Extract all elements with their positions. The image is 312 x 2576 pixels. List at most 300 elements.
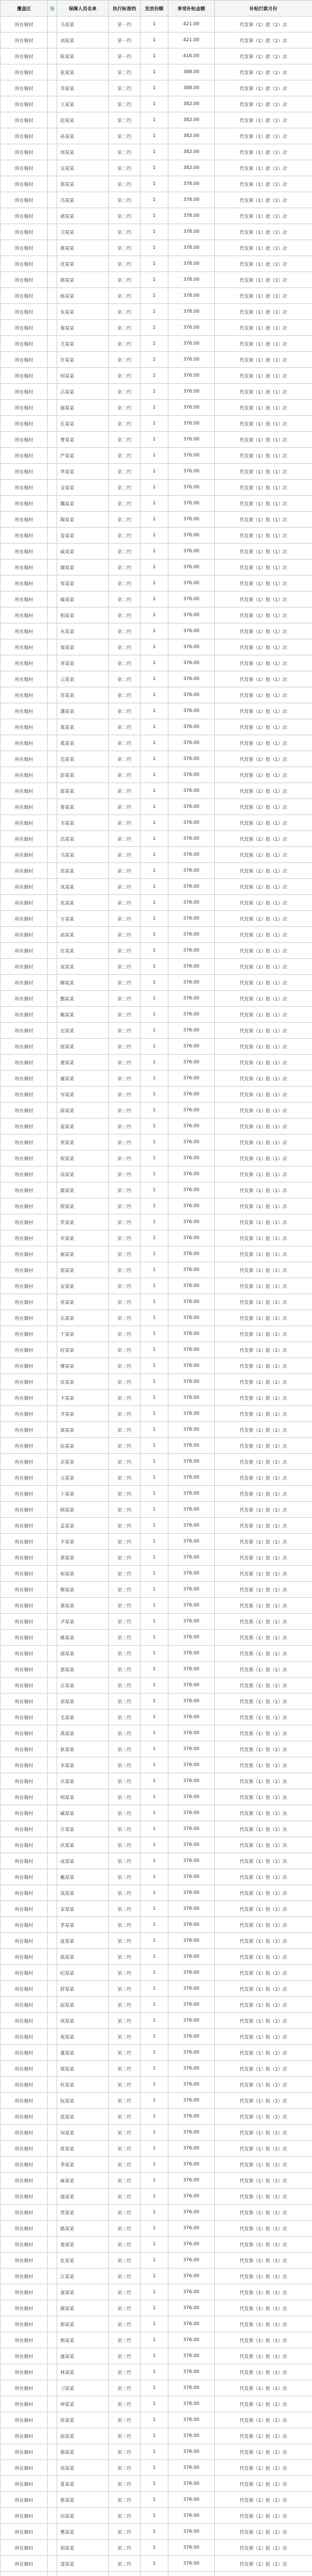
cell-pay-month: 代发第（1）批（1）次 [215,2157,312,2173]
table-row [1,2125,312,2141]
table-row [1,847,312,863]
cell-pay-month: 代发第（1）批（1）次 [215,1486,312,1502]
cell-share: 1 [141,735,168,751]
cell-tier: 第一档 [109,16,141,32]
table-row [1,496,312,512]
cell-region: 所在镇村 [1,639,48,655]
cell-share: 1 [141,368,168,384]
cell-pay-month: 代发第（1）批（1）次 [215,336,312,352]
cell-region: 所在镇村 [1,607,48,623]
cell-tier: 第二档 [109,2300,141,2316]
cell-amount: 376.00 [168,847,215,863]
cell-amount: 376.00 [168,1007,215,1023]
table-row [1,2572,312,2576]
cell-tier: 第二档 [109,2284,141,2300]
cell-region: 所在镇村 [1,416,48,432]
cell-tier: 第二档 [109,1773,141,1789]
cell-flag [48,1837,57,1853]
cell-pay-month: 代发第（1）批（1）次 [215,320,312,336]
cell-share: 1 [141,2221,168,2236]
cell-pay-month: 代发第（1）批（1）次 [215,1470,312,1486]
cell-flag [48,544,57,560]
cell-name: 麻某某 [57,2173,109,2189]
cell-flag [48,1438,57,1454]
cell-share: 1 [141,1150,168,1166]
cell-amount: 421.00 [168,32,215,48]
cell-share: 1 [141,1709,168,1725]
cell-pay-month: 代发第（1）批（1）次 [215,464,312,480]
cell-share: 1 [141,2524,168,2540]
cell-share: 1 [141,623,168,639]
cell-amount: 376.00 [168,1134,215,1150]
cell-amount: 376.00 [168,959,215,975]
cell-region: 所在镇村 [1,735,48,751]
cell-region: 所在镇村 [1,2556,48,2572]
cell-flag [48,1374,57,1390]
cell-amount: 376.00 [168,1662,215,1677]
cell-pay-month: 代发第（1）批（1）次 [215,2236,312,2252]
cell-pay-month: 代发第（1）批（1）次 [215,2524,312,2540]
cell-amount: 376.00 [168,560,215,575]
cell-share: 1 [141,1789,168,1805]
cell-name: 周某某 [57,144,109,160]
cell-flag [48,879,57,895]
cell-share: 1 [141,1422,168,1438]
cell-region: 所在镇村 [1,560,48,575]
cell-name: 娄某某 [57,2236,109,2252]
cell-amount: 376.00 [168,2364,215,2380]
cell-flag [48,1230,57,1246]
cell-name: 昌某某 [57,831,109,847]
cell-tier: 第二档 [109,112,141,128]
table-row [1,2428,312,2444]
cell-name: 乐某某 [57,1310,109,1326]
cell-tier: 第二档 [109,1997,141,2013]
cell-tier: 第二档 [109,703,141,719]
cell-name: 梁某某 [57,2061,109,2077]
table-row [1,991,312,1007]
cell-flag [48,2236,57,2252]
cell-pay-month: 代发第（1）批（1）次 [215,1949,312,1965]
cell-pay-month: 代发第（1）批（1）次 [215,160,312,176]
table-row [1,48,312,64]
cell-share: 1 [141,1342,168,1358]
cell-region: 所在镇村 [1,1757,48,1773]
cell-tier: 第二档 [109,1214,141,1230]
cell-share: 1 [141,144,168,160]
cell-name: 苗某某 [57,863,109,879]
cell-region: 所在镇村 [1,272,48,288]
cell-name: 祁某某 [57,1693,109,1709]
cell-region: 所在镇村 [1,767,48,783]
table-row [1,687,312,703]
cell-region: 所在镇村 [1,2476,48,2492]
cell-flag [48,48,57,64]
cell-share: 1 [141,32,168,48]
cell-flag [48,1917,57,1933]
table-row [1,384,312,400]
cell-name: 俞某某 [57,927,109,943]
cell-name: 闵某某 [57,2125,109,2141]
cell-share: 1 [141,1773,168,1789]
cell-amount: 382.00 [168,128,215,144]
cell-name: 尤某某 [57,336,109,352]
cell-pay-month: 代发第（1）批（1）次 [215,1741,312,1757]
cell-region: 所在镇村 [1,1198,48,1214]
cell-name: 夏某某 [57,2476,109,2492]
cell-amount: 388.00 [168,64,215,80]
cell-amount: 376.00 [168,815,215,831]
cell-region: 所在镇村 [1,943,48,959]
table-row [1,783,312,799]
table-row [1,575,312,591]
cell-tier: 第二档 [109,863,141,879]
cell-region: 所在镇村 [1,80,48,96]
cell-region: 所在镇村 [1,176,48,192]
table-row [1,655,312,671]
cell-amount: 376.00 [168,1055,215,1071]
cell-region: 所在镇村 [1,1118,48,1134]
cell-flag [48,943,57,959]
cell-tier: 第二档 [109,943,141,959]
cell-name: 华某某 [57,464,109,480]
cell-tier: 第二档 [109,2061,141,2077]
cell-flag [48,2300,57,2316]
cell-flag [48,1502,57,1518]
cell-flag [48,2189,57,2205]
cell-share: 1 [141,352,168,368]
cell-amount: 376.00 [168,1677,215,1693]
cell-amount: 378.00 [168,272,215,288]
cell-flag [48,160,57,176]
cell-share: 1 [141,1071,168,1087]
cell-share: 1 [141,751,168,767]
cell-pay-month: 代发第（1）批（1）次 [215,112,312,128]
cell-flag [48,911,57,927]
cell-flag [48,192,57,208]
table-row [1,1502,312,1518]
table-row [1,1166,312,1182]
cell-amount: 376.00 [168,1071,215,1087]
cell-tier: 第二档 [109,2157,141,2173]
cell-tier: 第二档 [109,1438,141,1454]
cell-tier: 第二档 [109,64,141,80]
cell-tier: 第二档 [109,591,141,607]
cell-tier: 第二档 [109,1087,141,1103]
cell-flag [48,2476,57,2492]
cell-tier: 第二档 [109,1230,141,1246]
cell-name: 潘某某 [57,703,109,719]
cell-pay-month: 代发第（1）批（1）次 [215,2332,312,2348]
cell-share: 1 [141,1885,168,1901]
cell-amount: 376.00 [168,1598,215,1614]
cell-pay-month: 代发第（1）批（1）次 [215,1853,312,1869]
cell-amount: 376.00 [168,512,215,528]
cell-flag [48,783,57,799]
cell-amount: 376.00 [168,2189,215,2205]
cell-share: 1 [141,2125,168,2141]
table-row [1,959,312,975]
cell-amount [168,2572,215,2576]
table-row [1,352,312,368]
cell-region: 所在镇村 [1,1901,48,1917]
cell-name: 沈某某 [57,256,109,272]
cell-pay-month: 代发第（1）批（1）次 [215,575,312,591]
cell-name: 骆某某 [57,2444,109,2460]
cell-share: 1 [141,2556,168,2572]
cell-region: 所在镇村 [1,1087,48,1103]
cell-amount: 376.00 [168,895,215,911]
cell-name: 韦某某 [57,815,109,831]
cell-tier: 第二档 [109,1150,141,1166]
cell-tier: 第二档 [109,2348,141,2364]
cell-name: 史某某 [57,1023,109,1039]
table-row [1,1805,312,1821]
cell-region: 所在镇村 [1,847,48,863]
table-row [1,240,312,256]
cell-region: 所在镇村 [1,2348,48,2364]
cell-tier: 第二档 [109,1118,141,1134]
cell-flag [48,2093,57,2109]
cell-region: 所在镇村 [1,831,48,847]
cell-amount: 376.00 [168,911,215,927]
cell-region: 所在镇村 [1,1885,48,1901]
cell-pay-month: 代发第（1）批（1）次 [215,2029,312,2045]
cell-tier: 第二档 [109,1518,141,1534]
cell-tier: 第二档 [109,2205,141,2221]
cell-amount: 376.00 [168,2540,215,2556]
cell-region: 所在镇村 [1,2029,48,2045]
cell-tier: 第二档 [109,208,141,224]
cell-region: 所在镇村 [1,1502,48,1518]
cell-amount: 376.00 [168,2029,215,2045]
cell-flag [48,2556,57,2572]
cell-amount: 376.00 [168,1486,215,1502]
cell-flag [48,80,57,96]
cell-share: 1 [141,2492,168,2508]
cell-name: 薛某某 [57,1103,109,1118]
cell-name: 章某某 [57,655,109,671]
cell-flag [48,2157,57,2173]
cell-region: 所在镇村 [1,1007,48,1023]
cell-share: 1 [141,2460,168,2476]
cell-pay-month: 代发第（1）批（1）次 [215,2045,312,2061]
cell-name: 成某某 [57,1853,109,1869]
cell-region: 所在镇村 [1,975,48,991]
table-row [1,815,312,831]
cell-tier: 第二档 [109,1550,141,1566]
cell-pay-month: 代发第（1）批（1）次 [215,1933,312,1949]
cell-region: 所在镇村 [1,1518,48,1534]
cell-pay-month: 代发第（1）批（1）次 [215,1230,312,1246]
table-row [1,1566,312,1582]
table-row [1,1246,312,1262]
cell-region: 所在镇村 [1,1693,48,1709]
cell-pay-month: 代发第（1）批（1）次 [215,144,312,160]
cell-pay-month: 代发第（1）批（1）次 [215,1646,312,1662]
cell-name: 谢某某 [57,560,109,575]
cell-region: 所在镇村 [1,448,48,464]
cell-region: 所在镇村 [1,1071,48,1087]
cell-name: 萧某某 [57,1598,109,1614]
table-row [1,1709,312,1725]
cell-region: 所在镇村 [1,1582,48,1598]
cell-pay-month: 代发第（1）批（1）次 [215,1582,312,1598]
cell-pay-month: 代发第（1）批（1）次 [215,1757,312,1773]
cell-name: 李某某 [57,80,109,96]
cell-amount: 376.00 [168,1150,215,1166]
cell-flag [48,1023,57,1039]
cell-region: 所在镇村 [1,1326,48,1342]
cell-amount: 376.00 [168,1087,215,1103]
table-row [1,64,312,80]
cell-region: 所在镇村 [1,192,48,208]
cell-amount: 378.00 [168,192,215,208]
cell-tier: 第二档 [109,751,141,767]
cell-flag [48,448,57,464]
cell-tier: 第二档 [109,496,141,512]
cell-share: 1 [141,128,168,144]
cell-share: 1 [141,432,168,448]
cell-pay-month: 代发第（1）批（1）次 [215,1885,312,1901]
cell-share: 1 [141,1582,168,1598]
cell-share: 1 [141,1518,168,1534]
cell-amount: 376.00 [168,320,215,336]
table-row [1,1198,312,1214]
table-row [1,2444,312,2460]
cell-flag [48,496,57,512]
cell-region: 所在镇村 [1,2205,48,2221]
table-row [1,671,312,687]
cell-share: 1 [141,1198,168,1214]
cell-pay-month: 代发第（1）批（1）次 [215,879,312,895]
cell-flag [48,1614,57,1630]
cell-flag [48,623,57,639]
cell-name: 余某某 [57,1454,109,1470]
cell-pay-month: 代发第（1）批（1）次 [215,1917,312,1933]
cell-tier: 第二档 [109,1166,141,1182]
cell-region: 所在镇村 [1,1662,48,1677]
cell-region: 所在镇村 [1,1214,48,1230]
cell-tier: 第二档 [109,336,141,352]
col-flag: 分 [48,1,57,16]
cell-pay-month: 代发第（1）批（1）次 [215,687,312,703]
cell-name: 米某某 [57,1757,109,1773]
cell-region: 所在镇村 [1,863,48,879]
cell-pay-month: 代发第（1）批（1）次 [215,2268,312,2284]
cell-pay-month: 代发第（1）批（1）次 [215,2412,312,2428]
cell-flag [48,1150,57,1166]
cell-tier: 第二档 [109,2141,141,2157]
cell-flag [48,1630,57,1646]
cell-region: 所在镇村 [1,2460,48,2476]
cell-share: 1 [141,240,168,256]
table-row [1,1789,312,1805]
cell-amount: 376.00 [168,1103,215,1118]
cell-name: 宋某某 [57,1901,109,1917]
cell-amount: 376.00 [168,1502,215,1518]
cell-name: 江某某 [57,2268,109,2284]
cell-flag [48,847,57,863]
cell-share: 1 [141,1566,168,1582]
cell-tier: 第二档 [109,1805,141,1821]
cell-name: 韩某某 [57,272,109,288]
cell-name: 郝某某 [57,1246,109,1262]
cell-amount: 378.00 [168,240,215,256]
cell-tier: 第二档 [109,815,141,831]
cell-flag [48,1406,57,1422]
table-row [1,1214,312,1230]
cell-pay-month: 代发第（1）批（1）次 [215,1981,312,1997]
table-row [1,767,312,783]
table-row [1,2173,312,2189]
cell-pay-month: 代发第（1）批（1）次 [215,2428,312,2444]
cell-pay-month: 代发第（1）批（1）次 [215,32,312,48]
cell-flag [48,2141,57,2157]
cell-name: 云某某 [57,671,109,687]
cell-share: 1 [141,767,168,783]
cell-amount: 376.00 [168,783,215,799]
cell-name: 颜某某 [57,2300,109,2316]
cell-share: 1 [141,2428,168,2444]
cell-pay-month: 代发第（1）批（1）次 [215,208,312,224]
table-row [1,1118,312,1134]
cell-flag [48,1326,57,1342]
cell-region: 所在镇村 [1,1262,48,1278]
table-row [1,2045,312,2061]
cell-pay-month: 代发第（1）批（1）次 [215,2508,312,2524]
header-row [1,1,312,16]
cell-flag [48,1358,57,1374]
cell-tier: 第二档 [109,528,141,544]
cell-share: 1 [141,1039,168,1055]
table-row [1,1837,312,1853]
cell-region: 所在镇村 [1,2189,48,2205]
table-row [1,1582,312,1598]
cell-amount: 376.00 [168,863,215,879]
cell-amount: 376.00 [168,2380,215,2396]
cell-tier: 第二档 [109,1901,141,1917]
cell-pay-month: 代发第（1）批（1）次 [215,2109,312,2125]
cell-share: 1 [141,256,168,272]
table-row [1,2109,312,2125]
cell-region: 所在镇村 [1,128,48,144]
cell-tier: 第二档 [109,1725,141,1741]
table-row [1,320,312,336]
table-row [1,2476,312,2492]
cell-pay-month: 代发第（1）批（1）次 [215,2316,312,2332]
cell-amount: 376.00 [168,2077,215,2093]
cell-tier: 第二档 [109,1933,141,1949]
cell-region: 所在镇村 [1,1805,48,1821]
table-row [1,927,312,943]
table-row [1,1773,312,1789]
cell-tier: 第二档 [109,911,141,927]
cell-pay-month: 代发第（1）批（1）次 [215,2380,312,2396]
cell-region: 所在镇村 [1,2045,48,2061]
cell-tier: 第二档 [109,1789,141,1805]
table-row [1,1023,312,1039]
cell-tier: 第二档 [109,480,141,496]
cell-tier: 第二档 [109,879,141,895]
cell-flag [48,1486,57,1502]
cell-pay-month: 代发第（1）批（1）次 [215,2284,312,2300]
cell-tier: 第二档 [109,1949,141,1965]
cell-share: 1 [141,1438,168,1454]
cell-region: 所在镇村 [1,783,48,799]
cell-flag [48,1693,57,1709]
cell-name: 褚某某 [57,208,109,224]
